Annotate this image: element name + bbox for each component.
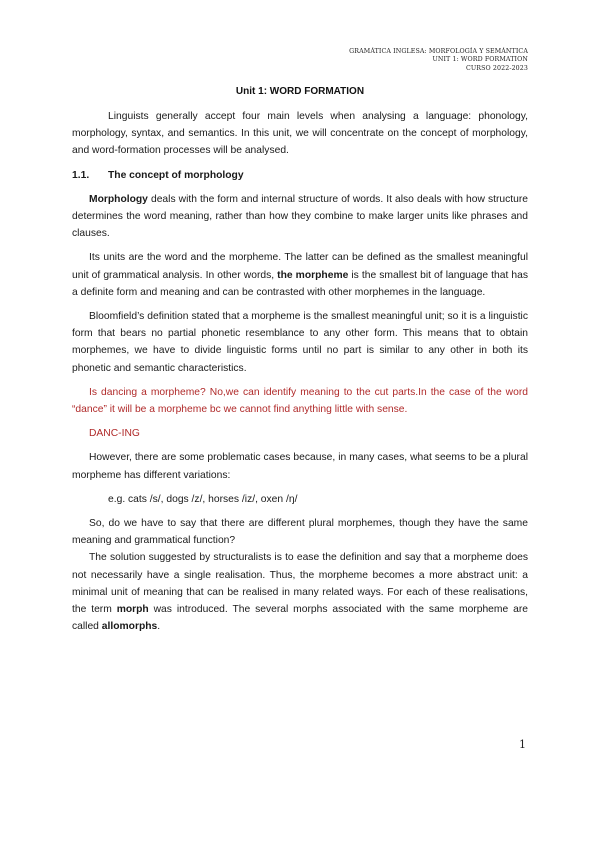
annotation-note: Is dancing a morpheme? No,we can identify meaning to the cut parts.In the case of the word “dance” it will be a morpheme bc we cannot find anything little with sense. bbox=[72, 386, 528, 416]
plural-example: e.g. cats /s/, dogs /z/, horses /iz/, oxen /ŋ/ bbox=[108, 493, 298, 505]
intro-paragraph: Linguists generally accept four main levels when analysing a language: phonology, morphology, syntax, and semantics. In this unit, we will concentrate on the concept of morphology, and word-formation processes will be analysed. bbox=[72, 111, 528, 157]
page-number: 1 bbox=[519, 738, 526, 751]
section-number: 1.1. bbox=[72, 169, 90, 181]
section-title: The concept of morphology bbox=[108, 169, 244, 181]
header-unit: UNIT 1: WORD FORMATION bbox=[432, 56, 528, 64]
paragraph-question: So, do we have to say that there are different plural morphemes, though they have the same meaning and grammatical function? bbox=[72, 518, 528, 547]
page-title: Unit 1: WORD FORMATION bbox=[235, 86, 365, 97]
header-course-title: GRAMÁTICA INGLESA: MORFOLOGÍA Y SEMÁNTICA bbox=[349, 48, 528, 55]
paragraph-solution: The solution suggested by structuralists is to ease the definition and say that a morpheme does not necessarily have a single realisation. Thus, the morpheme becomes a more abstract unit: a minimal unit of meaning that can be realised in many related ways. For each of these realisations, the term morph was introduced. The several morphs associated with the same morpheme are called allomorphs. bbox=[72, 552, 528, 633]
running-header bbox=[349, 48, 528, 73]
term-allomorphs: allomorphs bbox=[101, 621, 158, 633]
document-body bbox=[72, 108, 528, 642]
paragraph-morphology: Morphology deals with the form and internal structure of words. It also deals with how structure determines the word meaning, rather than how they combine to make larger units like phrases and clauses. bbox=[72, 193, 528, 240]
annotation-example: DANC-ING bbox=[89, 428, 140, 440]
term-morpheme: the morpheme bbox=[277, 269, 349, 281]
paragraph-units: Its units are the word and the morpheme. The latter can be defined as the smallest meaningful unit of grammatical analysis. In other words, the morpheme is the smallest bit of language that has a definite form and meaning and can be contrasted with other morphemes in the language. bbox=[72, 252, 528, 298]
paragraph-bloomfield: Bloomfield’s definition stated that a morpheme is the smallest meaningful unit; so it is a linguistic form that bears no partial phonetic resemblance to any other form. This means that to obtain morphemes, we have to divide linguistic forms until no part is similar to any other in both its phonetic and semantic characteristics. bbox=[72, 311, 528, 374]
paragraph-problematic: However, there are some problematic cases because, in many cases, what seems to be a plural morpheme has different variations: bbox=[72, 452, 528, 481]
term-morph: morph bbox=[116, 604, 149, 616]
section-heading bbox=[72, 167, 528, 184]
term-morphology: Morphology bbox=[89, 193, 148, 205]
header-year: CURSO 2022-2023 bbox=[465, 64, 528, 72]
